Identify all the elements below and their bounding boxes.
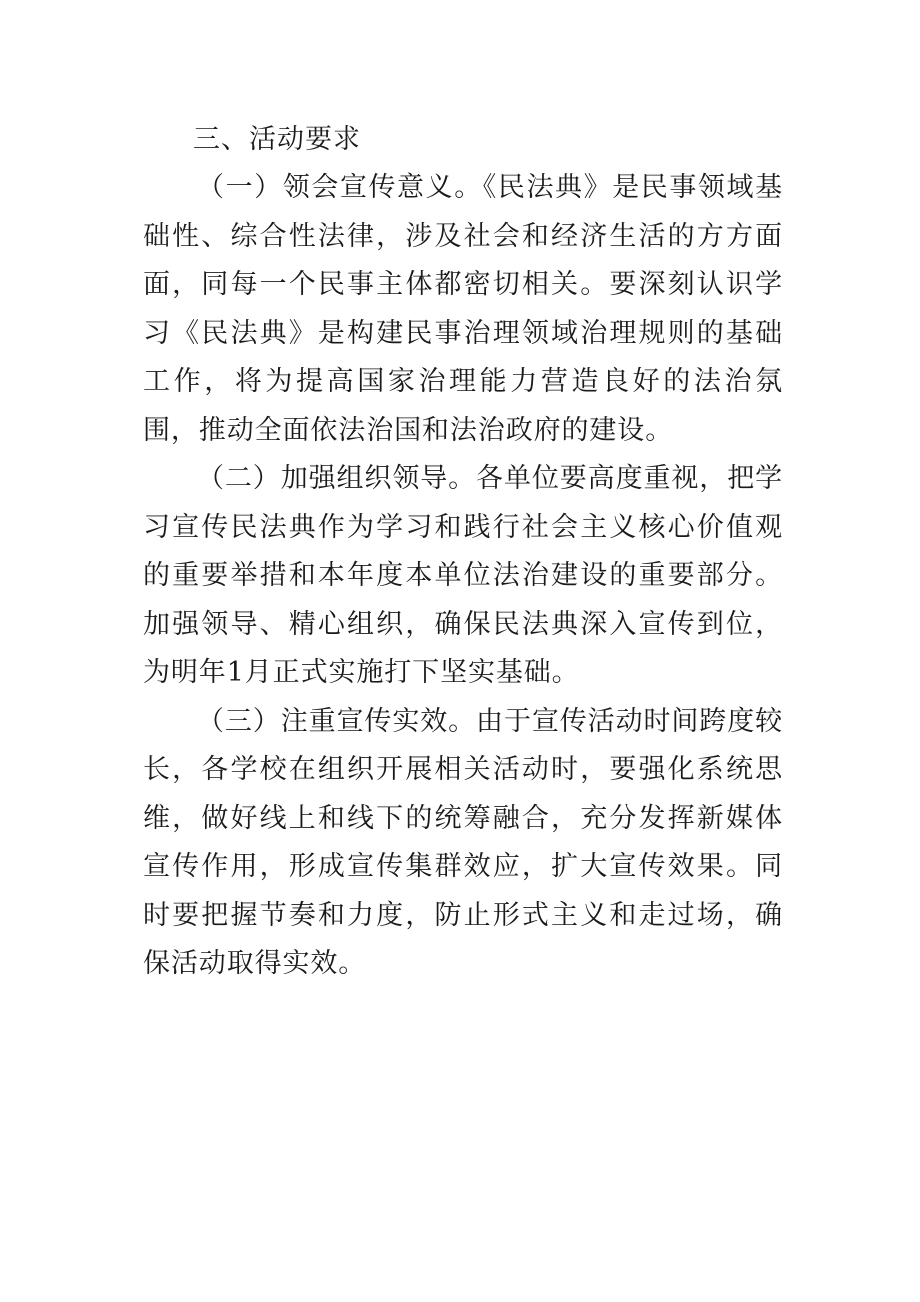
paragraph-strengthen-leadership: （二）加强组织领导。各单位要高度重视，把学习宣传民法典作为学习和践行社会主义核心价值观的重要举措和本年度本单位法治建设的重要部分。加强领导、精心组织，确保民法典深入宣传到位，为明年1月正式实施打下坚实基础。: [143, 463, 783, 688]
paragraph-organize-understanding: （一）领会宣传意义。《民法典》是民事领域基础性、综合性法律，涉及社会和经济生活的方方面面，同每一个民事主体都密切相关。要深刻认识学习《民法典》是构建民事治理领域治理规则的基础工作，将为提高国家治理能力营造良好的法治氛围，推动全面依法治国和法治政府的建设。: [143, 172, 783, 446]
document-body: [143, 116, 783, 989]
section-heading: 三、活动要求: [193, 124, 361, 155]
paragraph-effectiveness: （三）注重宣传实效。由于宣传活动时间跨度较长，各学校在组织开展相关活动时，要强化系统思维，做好线上和线下的统筹融合，充分发挥新媒体宣传作用，形成宣传集群效应，扩大宣传效果。同时要把握节奏和力度，防止形式主义和走过场，确保活动取得实效。: [143, 705, 783, 979]
